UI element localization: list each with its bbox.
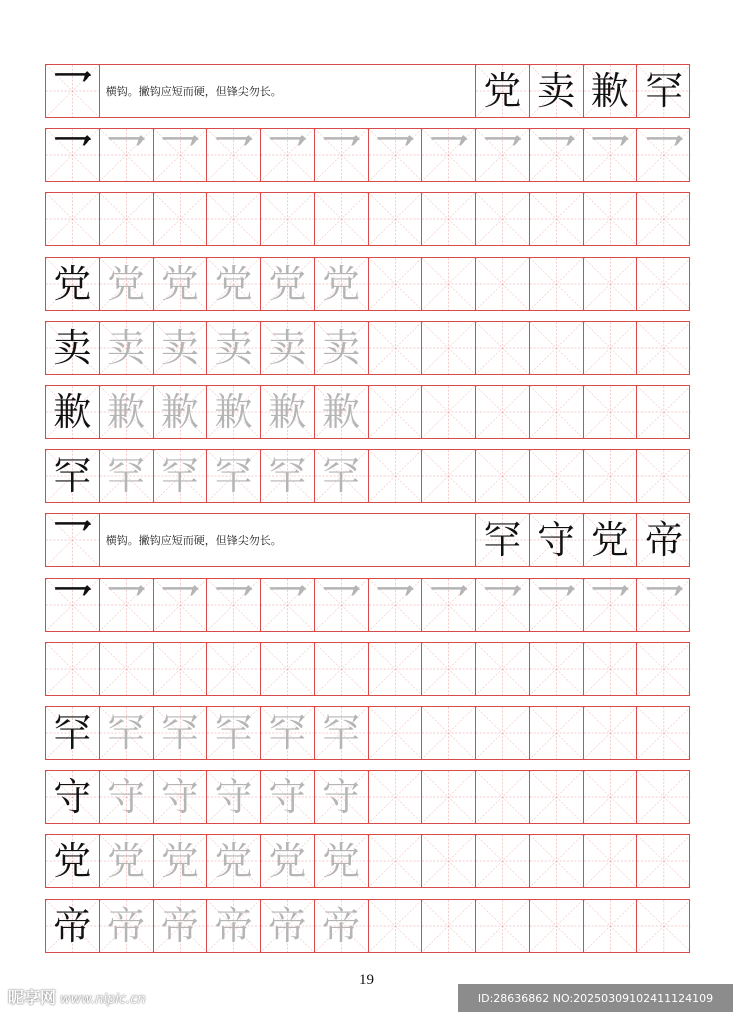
- example-char-cell: [476, 514, 530, 566]
- practice-cell: [207, 900, 261, 952]
- practice-cell: [584, 450, 638, 502]
- practice-cell: [207, 129, 261, 181]
- practice-cell: [315, 835, 369, 887]
- practice-cell: [261, 771, 315, 823]
- practice-cell: [315, 450, 369, 502]
- practice-cell: [315, 707, 369, 759]
- example-char-cell-char: 罕: [483, 518, 522, 563]
- stroke-cell-char: 乛: [52, 67, 93, 114]
- practice-cell-char: 帝: [268, 903, 307, 948]
- practice-cell: [584, 386, 638, 438]
- model-char-cell: [46, 835, 100, 887]
- model-char-cell-char: 歉: [53, 390, 92, 434]
- practice-cell-char: 乛: [267, 580, 308, 628]
- practice-cell: [369, 771, 423, 823]
- practice-cell: [369, 900, 423, 952]
- practice-cell: [584, 835, 638, 887]
- practice-cell: [207, 771, 261, 823]
- practice-cell: [584, 129, 638, 181]
- example-char-cell-char: 帝: [645, 518, 684, 563]
- model-char-cell: [46, 900, 100, 952]
- char-practice-row: [45, 385, 690, 439]
- practice-cell-char: 乛: [374, 131, 415, 179]
- practice-cell-char: 党: [107, 261, 146, 306]
- practice-cell: [369, 835, 423, 887]
- practice-cell: [261, 900, 315, 952]
- example-char-cell-char: 党: [590, 518, 629, 563]
- char-practice-row: [45, 834, 690, 888]
- example-char-cell-char: 守: [537, 518, 576, 563]
- practice-cell: [637, 643, 691, 695]
- practice-cell-char: 卖: [214, 325, 253, 370]
- empty-practice-row: [45, 642, 690, 696]
- practice-cell: [261, 579, 315, 631]
- practice-cell-char: 守: [322, 775, 361, 820]
- practice-cell-char: 乛: [536, 131, 577, 179]
- practice-cell-char: 党: [107, 839, 146, 884]
- practice-cell: [530, 450, 584, 502]
- practice-cell-char: 歉: [322, 390, 361, 434]
- practice-cell: [422, 193, 476, 245]
- header-row: [45, 64, 690, 118]
- practice-cell: [530, 193, 584, 245]
- practice-cell-char: 乛: [213, 131, 254, 179]
- page-number: 19: [359, 972, 374, 988]
- practice-cell: [100, 835, 154, 887]
- practice-cell: [530, 835, 584, 887]
- practice-cell-char: 守: [107, 775, 146, 820]
- practice-cell: [476, 900, 530, 952]
- watermark-logo: [8, 985, 146, 1008]
- practice-cell: [154, 900, 208, 952]
- practice-cell: [369, 129, 423, 181]
- practice-cell: [100, 322, 154, 374]
- practice-cell: [422, 450, 476, 502]
- practice-cell-char: 罕: [160, 711, 199, 755]
- practice-cell-char: 乛: [644, 131, 685, 179]
- practice-cell-char: 帝: [107, 903, 146, 948]
- practice-cell: [369, 643, 423, 695]
- practice-cell: [154, 835, 208, 887]
- practice-cell: [207, 579, 261, 631]
- practice-cell: [100, 579, 154, 631]
- practice-cell: [476, 707, 530, 759]
- model-char-cell: [46, 771, 100, 823]
- model-char-cell-char: 帝: [53, 903, 92, 948]
- practice-cell: [637, 771, 691, 823]
- practice-cell-char: 乛: [321, 131, 362, 179]
- practice-cell: [584, 771, 638, 823]
- stroke-cell-char: 乛: [52, 516, 93, 564]
- practice-cell: [207, 450, 261, 502]
- model-char-cell-char: 罕: [53, 454, 92, 499]
- practice-cell: [584, 193, 638, 245]
- stroke-cell: [46, 579, 100, 631]
- practice-cell: [154, 258, 208, 310]
- practice-cell: [207, 322, 261, 374]
- practice-cell-char: 守: [214, 775, 253, 820]
- char-practice-row: [45, 257, 690, 311]
- practice-cell: [100, 450, 154, 502]
- stroke-cell: [46, 65, 100, 117]
- stroke-trace-row: [45, 578, 690, 632]
- practice-cell: [422, 643, 476, 695]
- practice-cell-char: 帝: [214, 903, 253, 948]
- practice-cell: [584, 258, 638, 310]
- practice-cell-char: 歉: [107, 390, 146, 434]
- practice-cell-char: 乛: [428, 580, 469, 628]
- practice-cell: [154, 771, 208, 823]
- practice-cell-char: 罕: [214, 454, 253, 499]
- model-char-cell-char: 罕: [53, 711, 92, 755]
- model-char-cell-char: 党: [53, 839, 92, 884]
- stroke-description: 横钩。撇钩应短而硬，但锋尖勿长。: [100, 514, 476, 566]
- practice-cell-char: 乛: [428, 131, 469, 179]
- practice-cell: [422, 707, 476, 759]
- practice-cell: [207, 643, 261, 695]
- practice-cell: [315, 643, 369, 695]
- practice-cell: [637, 900, 691, 952]
- model-char-cell: [46, 707, 100, 759]
- practice-cell: [369, 579, 423, 631]
- practice-cell-char: 乛: [106, 131, 147, 179]
- practice-cell: [584, 900, 638, 952]
- stroke-cell-char: 乛: [52, 580, 93, 628]
- practice-cell: [261, 643, 315, 695]
- char-practice-row: [45, 706, 690, 760]
- practice-cell-char: 罕: [322, 454, 361, 499]
- practice-cell-char: 罕: [268, 711, 307, 755]
- practice-cell: [369, 450, 423, 502]
- practice-cell: [315, 900, 369, 952]
- practice-cell: [154, 386, 208, 438]
- practice-cell: [100, 193, 154, 245]
- header-row: [45, 513, 690, 567]
- practice-cell-char: 罕: [107, 711, 146, 755]
- practice-cell: [261, 450, 315, 502]
- practice-cell: [530, 707, 584, 759]
- practice-cell-char: 卖: [322, 325, 361, 370]
- practice-cell-char: 乛: [106, 580, 147, 628]
- practice-cell: [154, 450, 208, 502]
- practice-cell: [100, 129, 154, 181]
- practice-cell: [476, 129, 530, 181]
- practice-cell: [154, 643, 208, 695]
- practice-cell: [261, 258, 315, 310]
- watermark-id: ID:28636862 NO:20250309102411124109: [458, 984, 733, 1012]
- practice-cell: [637, 193, 691, 245]
- example-char-cell: [637, 65, 691, 117]
- practice-cell: [422, 258, 476, 310]
- practice-cell-char: 乛: [536, 580, 577, 628]
- char-practice-row: [45, 449, 690, 503]
- practice-cell: [637, 707, 691, 759]
- practice-cell: [476, 193, 530, 245]
- practice-cell: [315, 129, 369, 181]
- practice-cell-char: 乛: [159, 580, 200, 628]
- practice-cell: [584, 707, 638, 759]
- example-char-cell-char: 卖: [537, 69, 576, 113]
- practice-cell: [422, 322, 476, 374]
- practice-cell: [100, 707, 154, 759]
- example-char-cell-char: 歉: [590, 69, 629, 113]
- stroke-description: 横钩。撇钩应短而硬，但锋尖勿长。: [100, 65, 476, 117]
- practice-cell: [261, 322, 315, 374]
- practice-cell: [476, 579, 530, 631]
- example-char-cell-char: 党: [483, 69, 522, 113]
- practice-cell: [261, 386, 315, 438]
- practice-cell-char: 党: [160, 839, 199, 884]
- practice-cell: [530, 322, 584, 374]
- practice-cell: [476, 258, 530, 310]
- practice-cell-char: 守: [268, 775, 307, 820]
- model-char-cell: [46, 386, 100, 438]
- practice-cell: [207, 258, 261, 310]
- practice-cell-char: 党: [268, 261, 307, 306]
- practice-cell-char: 歉: [214, 390, 253, 434]
- practice-cell: [530, 643, 584, 695]
- model-char-cell: [46, 258, 100, 310]
- practice-cell: [637, 129, 691, 181]
- char-practice-row: [45, 770, 690, 824]
- practice-cell-char: 乛: [482, 580, 523, 628]
- practice-cell-char: 乛: [374, 580, 415, 628]
- practice-cell: [154, 579, 208, 631]
- model-char-cell-char: 守: [53, 775, 92, 820]
- example-char-cell: [530, 514, 584, 566]
- practice-cell: [530, 386, 584, 438]
- practice-cell-char: 守: [160, 775, 199, 820]
- practice-cell: [422, 771, 476, 823]
- practice-cell: [369, 707, 423, 759]
- practice-cell-char: 卖: [160, 325, 199, 370]
- practice-cell-char: 乛: [482, 131, 523, 179]
- practice-cell-char: 罕: [268, 454, 307, 499]
- practice-cell-char: 帝: [160, 903, 199, 948]
- practice-cell-char: 卖: [107, 325, 146, 370]
- stroke-trace-row: [45, 128, 690, 182]
- example-char-cell: [476, 65, 530, 117]
- watermark-logo-text: 昵享网: [8, 988, 57, 1007]
- watermark-site: www.nipic.cn: [60, 992, 146, 1007]
- practice-cell: [315, 322, 369, 374]
- practice-cell: [315, 386, 369, 438]
- practice-cell-char: 党: [214, 839, 253, 884]
- example-char-cell: [530, 65, 584, 117]
- practice-cell: [261, 835, 315, 887]
- practice-cell: [637, 579, 691, 631]
- practice-cell: [207, 193, 261, 245]
- stroke-cell: [46, 129, 100, 181]
- practice-cell: [369, 258, 423, 310]
- practice-cell: [584, 579, 638, 631]
- practice-cell: [154, 322, 208, 374]
- practice-cell: [369, 193, 423, 245]
- practice-cell-char: 乛: [644, 580, 685, 628]
- practice-cell-char: 乛: [267, 131, 308, 179]
- practice-cell: [422, 835, 476, 887]
- practice-cell: [637, 835, 691, 887]
- practice-cell: [422, 579, 476, 631]
- practice-cell: [422, 129, 476, 181]
- char-practice-row: [45, 321, 690, 375]
- practice-cell: [637, 450, 691, 502]
- practice-cell: [476, 386, 530, 438]
- practice-cell: [584, 643, 638, 695]
- practice-cell-char: 党: [268, 839, 307, 884]
- practice-cell: [100, 900, 154, 952]
- practice-cell: [530, 129, 584, 181]
- example-char-cell-char: 罕: [645, 69, 684, 113]
- practice-cell: [476, 450, 530, 502]
- example-char-cell: [584, 514, 638, 566]
- practice-cell: [530, 258, 584, 310]
- practice-cell: [261, 193, 315, 245]
- practice-cell: [100, 771, 154, 823]
- practice-cell: [476, 322, 530, 374]
- practice-cell: [261, 129, 315, 181]
- practice-cell: [46, 643, 100, 695]
- practice-cell: [476, 643, 530, 695]
- practice-cell: [100, 386, 154, 438]
- practice-cell: [207, 835, 261, 887]
- practice-cell: [315, 579, 369, 631]
- practice-cell: [100, 643, 154, 695]
- practice-cell-char: 党: [322, 261, 361, 306]
- practice-cell-char: 党: [322, 839, 361, 884]
- example-char-cell: [637, 514, 691, 566]
- model-char-cell-char: 党: [53, 261, 92, 306]
- stroke-cell: [46, 514, 100, 566]
- practice-cell-char: 乛: [159, 131, 200, 179]
- practice-cell-char: 乛: [589, 580, 630, 628]
- practice-cell-char: 歉: [160, 390, 199, 434]
- practice-cell: [530, 771, 584, 823]
- practice-cell-char: 罕: [322, 711, 361, 755]
- practice-cell-char: 卖: [268, 325, 307, 370]
- practice-cell: [369, 386, 423, 438]
- practice-cell: [637, 322, 691, 374]
- practice-cell: [476, 835, 530, 887]
- model-char-cell: [46, 322, 100, 374]
- practice-cell: [261, 707, 315, 759]
- practice-cell-char: 乛: [321, 580, 362, 628]
- practice-cell: [476, 771, 530, 823]
- practice-cell-char: 帝: [322, 903, 361, 948]
- practice-cell: [530, 579, 584, 631]
- practice-cell: [530, 900, 584, 952]
- practice-cell-char: 乛: [213, 580, 254, 628]
- practice-cell: [154, 129, 208, 181]
- practice-cell-char: 党: [160, 261, 199, 306]
- practice-cell-char: 歉: [268, 390, 307, 434]
- practice-cell: [154, 193, 208, 245]
- practice-cell-char: 罕: [214, 711, 253, 755]
- practice-cell: [100, 258, 154, 310]
- practice-cell: [637, 258, 691, 310]
- practice-cell-char: 罕: [160, 454, 199, 499]
- empty-practice-row: [45, 192, 690, 246]
- model-char-cell-char: 卖: [53, 325, 92, 370]
- practice-cell: [584, 322, 638, 374]
- practice-cell: [154, 707, 208, 759]
- practice-cell: [315, 193, 369, 245]
- model-char-cell: [46, 450, 100, 502]
- practice-cell: [207, 707, 261, 759]
- practice-cell: [315, 771, 369, 823]
- stroke-cell-char: 乛: [52, 131, 93, 179]
- practice-cell: [369, 322, 423, 374]
- practice-cell: [637, 386, 691, 438]
- practice-cell: [207, 386, 261, 438]
- practice-cell: [422, 386, 476, 438]
- practice-cell-char: 罕: [107, 454, 146, 499]
- practice-cell: [315, 258, 369, 310]
- example-char-cell: [584, 65, 638, 117]
- practice-cell: [46, 193, 100, 245]
- char-practice-row: [45, 899, 690, 953]
- practice-cell-char: 乛: [589, 131, 630, 179]
- practice-cell-char: 党: [214, 261, 253, 306]
- practice-cell: [422, 900, 476, 952]
